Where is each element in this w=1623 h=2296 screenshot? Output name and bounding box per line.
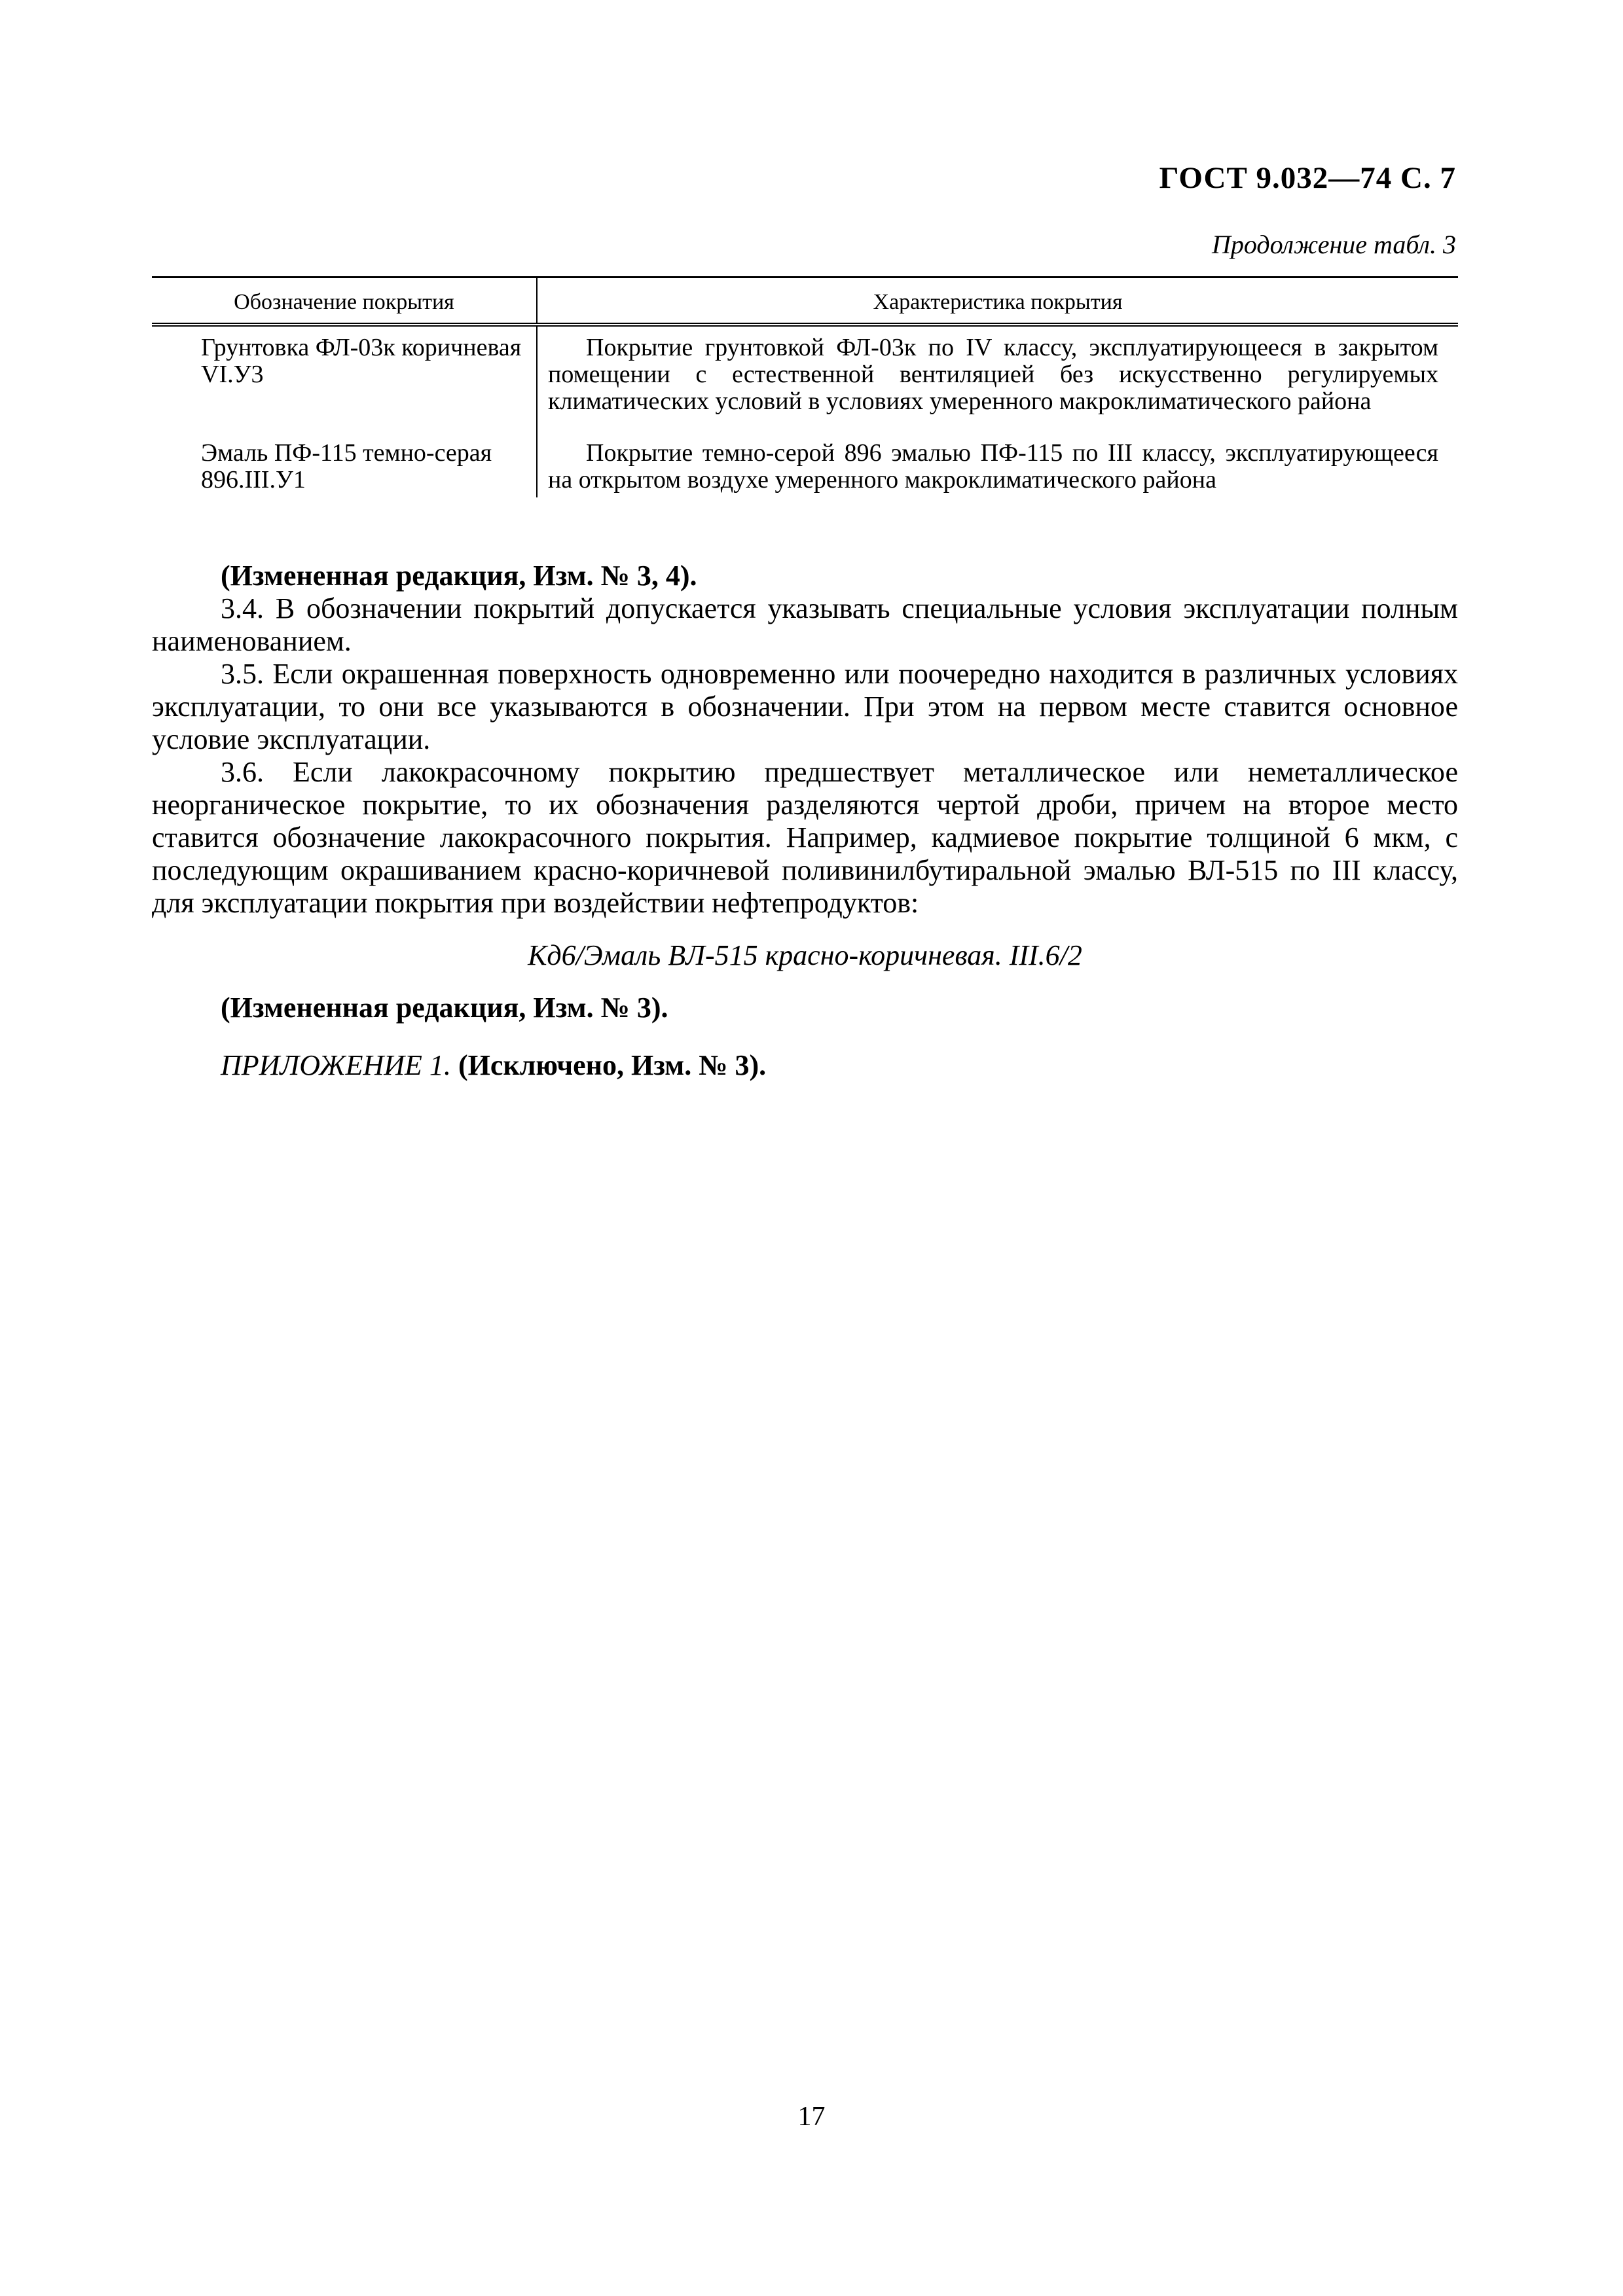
amendment-note: (Измененная редакция, Изм. № 3). [221, 992, 668, 1024]
column-header-designation: Обозначение покрытия [152, 278, 537, 325]
paragraph-3-6: 3.6. Если лакокрасочному покрытию предшествует металлическое или неметаллическое неорганическое покрытие, то их обозначения разделяются чертой дроби, причем на второе место ставится обозначение лакокрасочного покрытия. Например, кадмиевое покрытие толщиной 6 мкм, с последующим окрашиванием красно-коричневой поливинилбутиральной эмалью ВЛ-515 по III классу, для эксплуатации покрытия при воздействии нефтепродуктов: [152, 756, 1458, 919]
paragraph-3-4: 3.4. В обозначении покрытий допускается указывать специальные условия эксплуатации полным наименованием. [152, 592, 1458, 657]
body-text [152, 560, 1458, 1082]
amendment-note: (Измененная редакция, Изм. № 3, 4). [221, 560, 697, 592]
appendix-label: ПРИЛОЖЕНИЕ 1. [221, 1049, 451, 1081]
appendix-line [152, 1049, 1458, 1082]
characteristic-cell: Покрытие темно-серой 896 эмалью ПФ-115 по III классу, эксплуатирующееся на открытом воздухе умеренного макроклиматического района [548, 439, 1438, 493]
designation-example: Кд6/Эмаль ВЛ-515 красно-коричневая. III.6/2 [528, 939, 1082, 971]
page-number: 17 [797, 2102, 826, 2132]
designation-cell: Эмаль ПФ-115 темно-серая 896.III.У1 [152, 440, 537, 497]
designation-cell: Грунтовка ФЛ-03к коричневая VI.У3 [152, 325, 537, 440]
table-header-row [152, 278, 1458, 325]
paragraph-3-5: 3.5. Если окрашенная поверхность одновременно или поочередно находится в различных условиях эксплуатации, то они все указываются в обозначении. При этом на первом месте ставится основное условие эксплуатации. [152, 658, 1458, 755]
table-row [152, 325, 1458, 440]
table-row [152, 440, 1458, 497]
appendix-note: (Исключено, Изм. № 3). [458, 1049, 767, 1081]
coating-table [152, 276, 1458, 497]
standard-reference: ГОСТ 9.032—74 С. 7 [1159, 161, 1456, 195]
column-header-characteristic: Характеристика покрытия [537, 278, 1458, 325]
table-continuation-label: Продолжение табл. 3 [1211, 230, 1456, 259]
characteristic-cell: Покрытие грунтовкой ФЛ-03к по IV классу, эксплуатирующееся в закрытом помещении с естественной вентиляцией без искусственно регулируемых климатических условий в условиях умеренного макроклиматического района [548, 334, 1438, 415]
